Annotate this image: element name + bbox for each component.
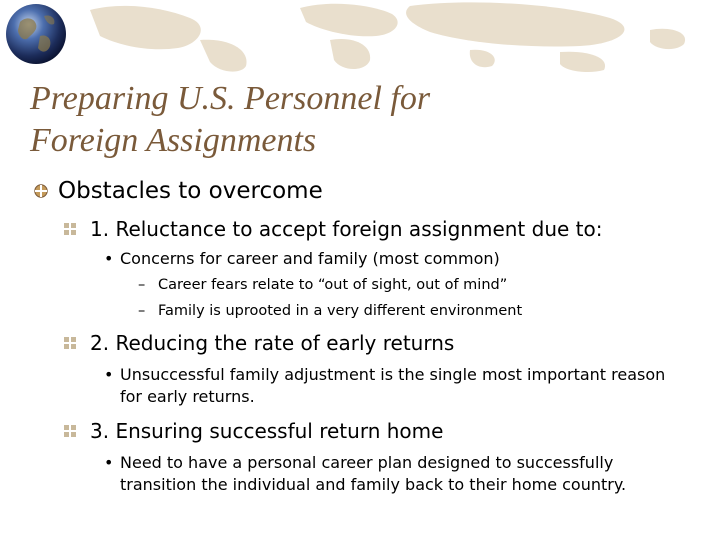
dot-bullet: • <box>104 453 114 472</box>
globe-icon <box>4 2 68 66</box>
heading-text: Obstacles to overcome <box>58 178 323 204</box>
world-map-graphic <box>0 0 720 74</box>
square-cross-bullet-icon <box>64 337 76 349</box>
item-1-label: 1. Reluctance to accept foreign assignment due to: <box>90 217 603 241</box>
dot-bullet: • <box>104 249 114 268</box>
item-2-sub-text: Unsuccessful family adjustment is the single most important reason for early returns. <box>120 365 666 406</box>
square-cross-bullet-icon <box>64 425 76 437</box>
item-3-label: 3. Ensuring successful return home <box>90 419 444 443</box>
circle-cross-bullet-icon <box>34 184 48 198</box>
slide-title <box>30 78 690 162</box>
item-2-label: 2. Reducing the rate of early returns <box>90 331 455 355</box>
title-line-1: Preparing U.S. Personnel for <box>30 80 431 117</box>
dash-bullet: – <box>138 303 146 319</box>
square-cross-bullet-icon <box>64 223 76 235</box>
world-map-banner <box>0 0 720 74</box>
item-1-sub-text: Concerns for career and family (most common) <box>120 249 500 268</box>
item-3-sub-text: Need to have a personal career plan designed to successfully transition the individual and family back to their home country. <box>120 453 627 494</box>
item-1-detail-1-text: Career fears relate to “out of sight, out of mind” <box>158 277 508 293</box>
title-line-2: Foreign Assignments <box>30 122 317 159</box>
dot-bullet: • <box>104 365 114 384</box>
item-1-detail-2-text: Family is uprooted in a very different environment <box>158 303 523 319</box>
dash-bullet: – <box>138 277 146 293</box>
